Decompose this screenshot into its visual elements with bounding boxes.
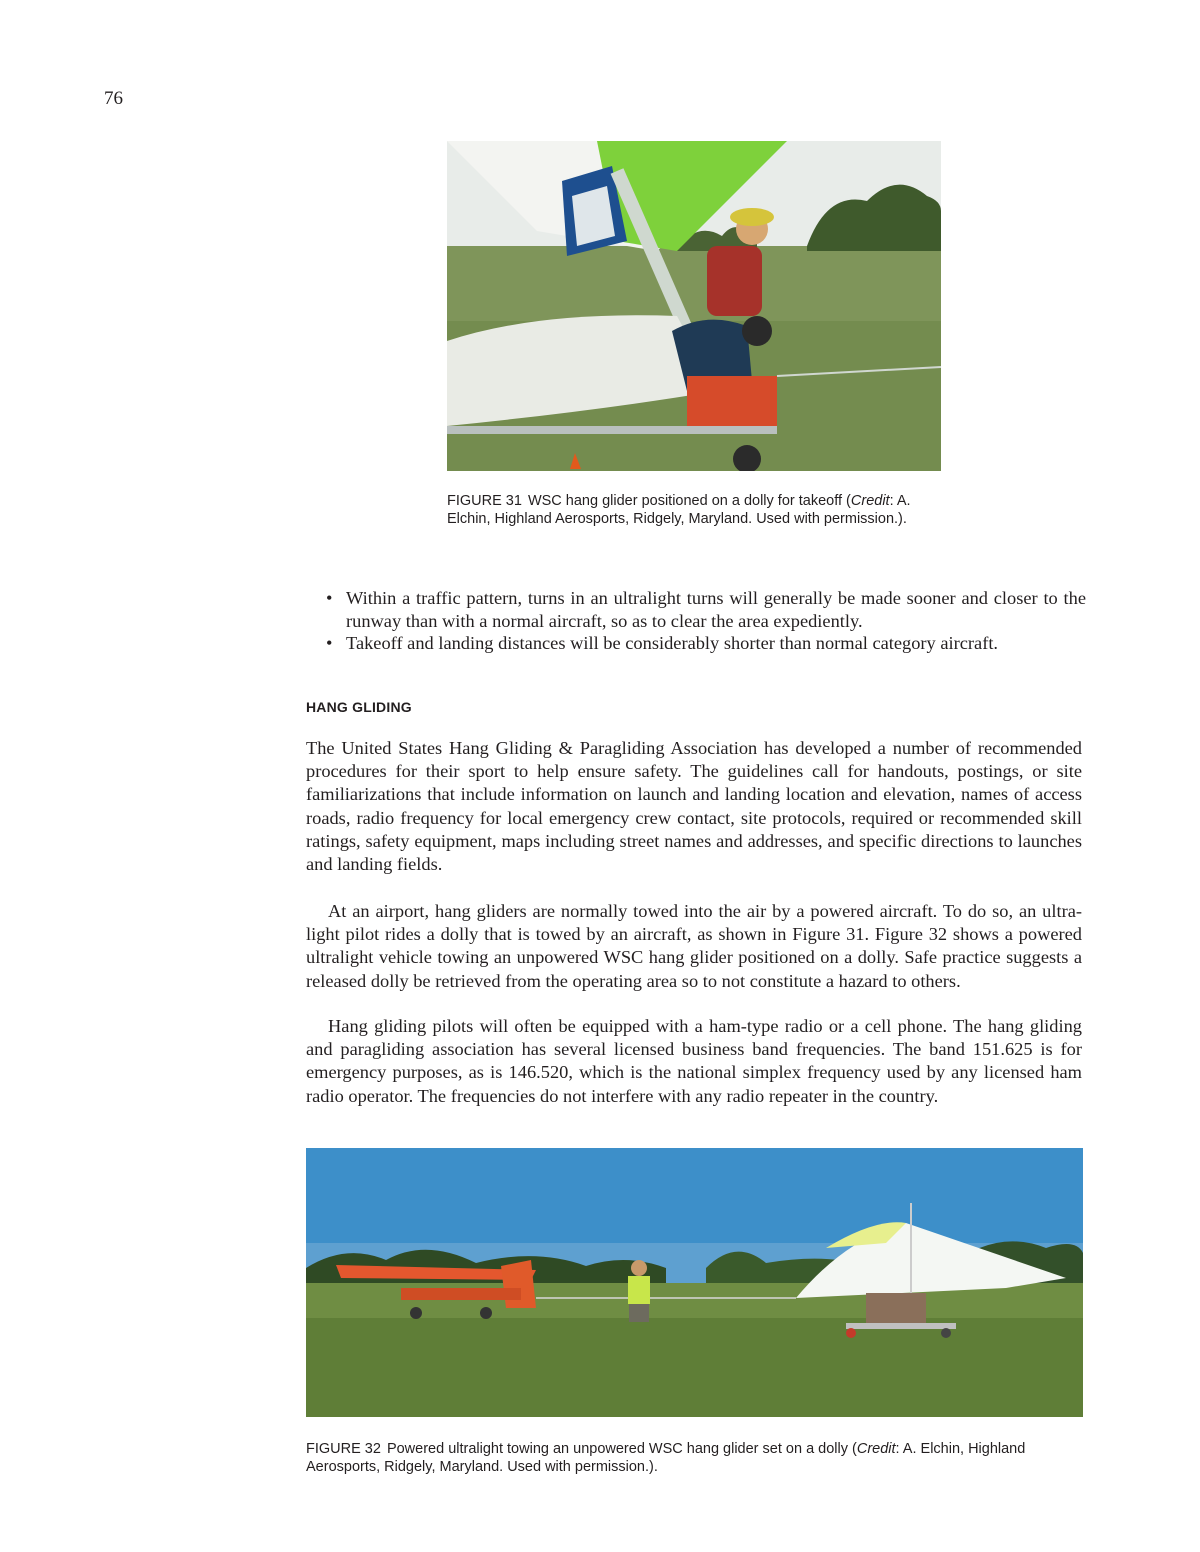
section-heading: HANG GLIDING — [306, 699, 412, 715]
figure-31-photo — [447, 141, 941, 471]
figure-31-credit-text: : A. Elchin, Highland Aerosports, Ridgely, Maryland. Used with permission.). — [447, 493, 911, 527]
figure-32-label: FIGURE 32 — [306, 1441, 381, 1457]
body-paragraph: At an airport, hang gliders are normally towed into the air by a powered aircraft. To do so, an ultra-light pilot rides a dolly that is towed by an aircraft, as shown in Figure 31. Figure 32 shows a powered ultralight vehicle towing an unpowered WSC hang glider positioned on a dolly. Safe practice suggests a released dolly be retrieved from the operating area so to not constitute a hazard to others. — [306, 901, 1082, 991]
figure-31-caption — [447, 492, 947, 528]
ultralight-towing-illustration — [306, 1148, 1083, 1417]
bullet-list — [326, 587, 1086, 655]
body-paragraph: Hang gliding pilots will often be equipped with a ham-type radio or a cell phone. The hang gliding and paragliding association has several licensed business band frequencies. The band 151.625 is for emergency purposes, as is 146.520, which is the national simplex frequency used by any licensed ham radio operator. The frequencies do not interfere with any radio repeater in the country. — [306, 1016, 1082, 1106]
figure-31-caption-text: WSC hang glider positioned on a dolly for takeoff ( — [527, 493, 851, 509]
figure-32-photo — [306, 1148, 1083, 1417]
figure-31-credit-label: Credit — [850, 493, 890, 509]
hang-glider-dolly-illustration — [447, 141, 941, 471]
figure-32-credit-text: : A. Elchin, Highland Aerosports, Ridgely, Maryland. Used with permission.). — [306, 1441, 1026, 1475]
body-paragraph: The United States Hang Gliding & Paragliding Association has developed a number of recommended procedures for their sport to help ensure safety. The guidelines call for handouts, postings, or site familiarizations that include information on launch and landing location and elevation, names of access roads, radio frequency for local emergency crew contact, site protocols, required or recommended skill ratings, safety equipment, maps including street names and addresses, and specific directions to launches and landing fields. — [306, 738, 1082, 875]
figure-32-caption — [306, 1440, 1096, 1476]
figure-31-label: FIGURE 31 — [447, 493, 522, 509]
bullet-item: • Within a traffic pattern, turns in an ultralight turns will generally be made sooner and closer to the runway than with a normal aircraft, so as to clear the area expediently. — [326, 587, 1086, 632]
figure-32-credit-label: Credit — [856, 1441, 896, 1457]
page-number: 76 — [104, 88, 123, 109]
figure-32-caption-text: Powered ultralight towing an unpowered WSC hang glider set on a dolly ( — [386, 1441, 857, 1457]
bullet-item: • Takeoff and landing distances will be considerably shorter than normal category aircraft. — [326, 632, 1086, 655]
